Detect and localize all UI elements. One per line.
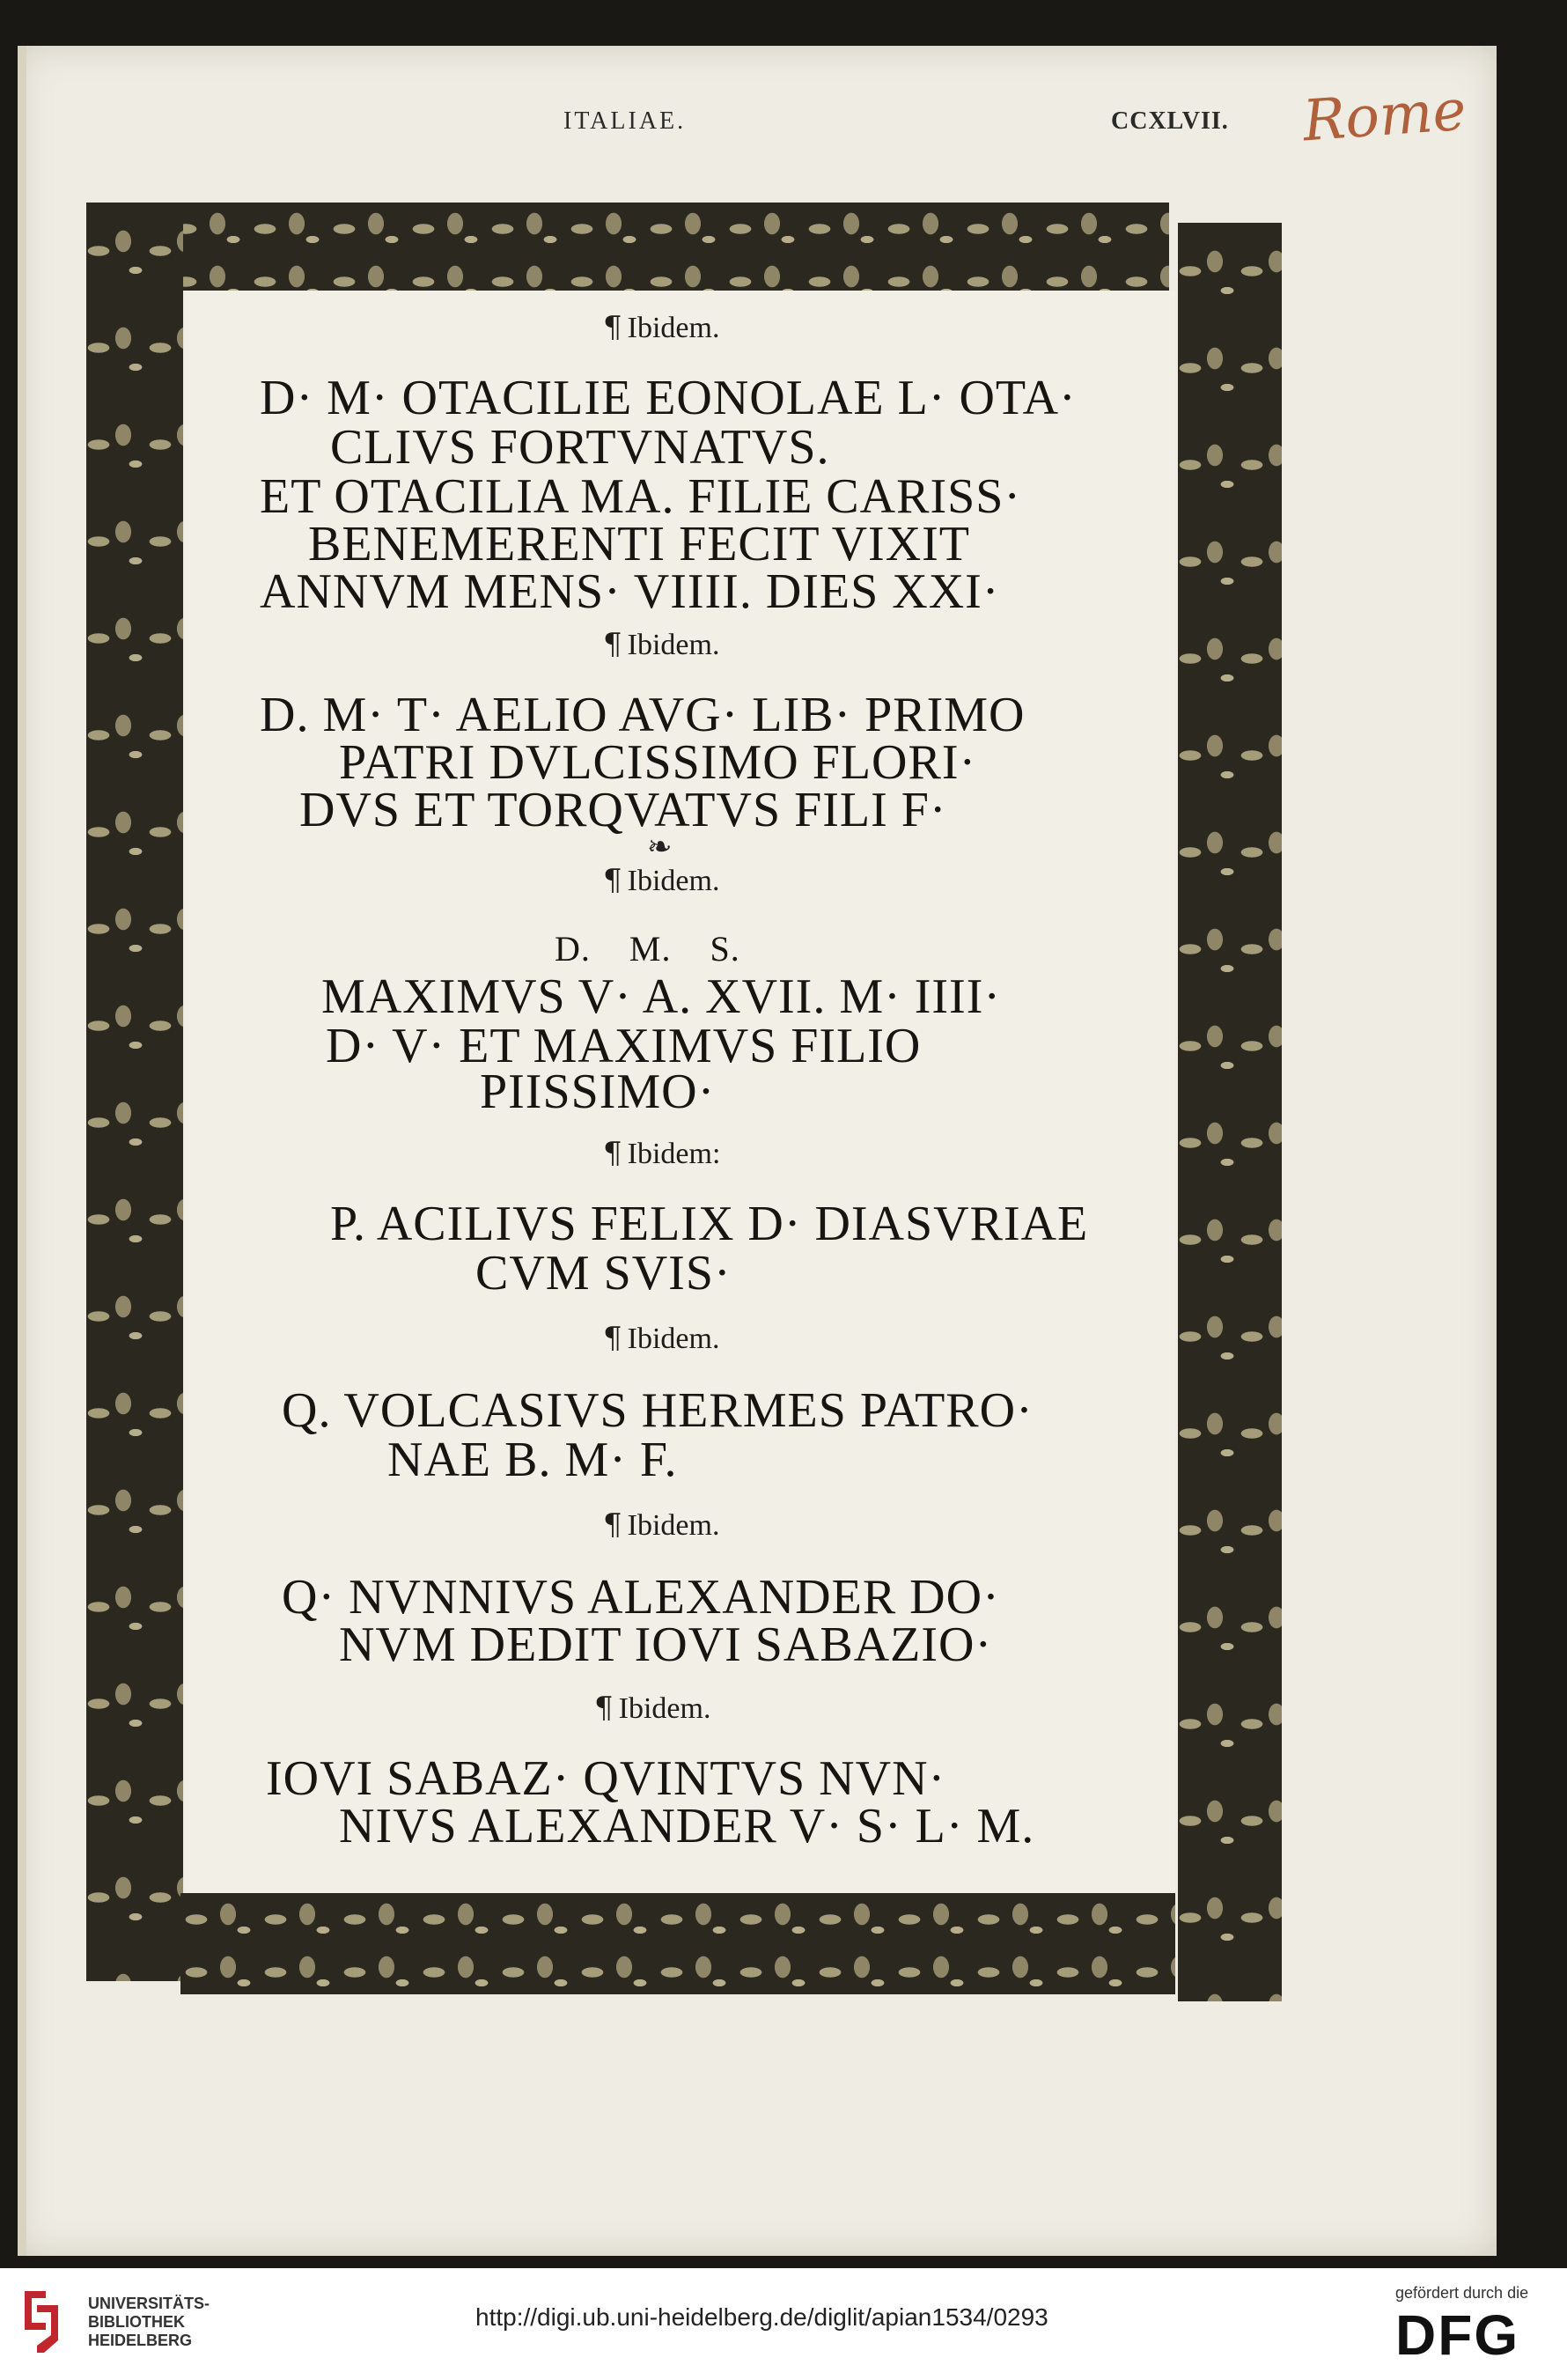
inscription-line: DVS ET TORQVATVS FILI F·: [299, 783, 947, 837]
inscription-line: D. M· T· AELIO AVG· LIB· PRIMO: [260, 688, 1026, 742]
inscription-line: IOVI SABAZ· QVINTVS NVN·: [266, 1751, 946, 1806]
inscription-line: NIVS ALEXANDER V· S· L· M.: [339, 1799, 1035, 1853]
fleuron-icon: ❧: [647, 831, 673, 864]
inscription-line: PATRI DVLCISSIMO FLORI·: [339, 735, 977, 790]
text-block: [185, 291, 1175, 1893]
library-logo-icon: [19, 2288, 70, 2356]
woodcut-border-left: [86, 203, 183, 1981]
page-edge: [18, 46, 26, 2256]
inscription-line: CLIVS FORTVNATVS.: [330, 420, 830, 475]
inscription-line: CVM SVIS·: [475, 1246, 732, 1301]
inscription-header: ¶ Ibidem.: [603, 310, 720, 345]
inscription-line: D. M. S.: [555, 929, 740, 969]
pilcrow-icon: ¶: [603, 310, 622, 345]
woodcut-border-top: [91, 203, 1169, 291]
pilcrow-icon: ¶: [603, 627, 622, 662]
inscription-line: MAXIMVS V· A. XVII. M· IIII·: [321, 969, 1001, 1024]
inscription-header: ¶ Ibidem.: [603, 1507, 720, 1543]
woodcut-border-right: [1178, 223, 1282, 2001]
running-head-left: ITALIAE.: [563, 107, 687, 135]
funding-note: gefördert durch die: [1395, 2284, 1529, 2302]
viewer-footer: [0, 2268, 1567, 2380]
inscription-header: ¶ Ibidem.: [603, 1321, 720, 1356]
pilcrow-icon: ¶: [594, 1691, 614, 1726]
pilcrow-icon: ¶: [603, 863, 622, 898]
inscription-line: ANNVM MENS· VIIII. DIES XXI·: [260, 564, 1000, 619]
inscription-line: D· M· OTACILIE EONOLAE L· OTA·: [260, 371, 1077, 425]
library-name: UNIVERSITÄTS- BIBLIOTHEK HEIDELBERG: [88, 2295, 210, 2349]
margin-note: Rome: [1300, 77, 1468, 155]
document-url[interactable]: http://digi.ub.uni-heidelberg.de/diglit/apian1534/0293: [475, 2303, 1048, 2331]
inscription-line: BENEMERENTI FECIT VIXIT: [308, 517, 970, 571]
folio-number: CCXLVII.: [1111, 107, 1229, 135]
inscription-line: PIISSIMO·: [480, 1065, 716, 1119]
inscription-line: ET OTACILIA MA. FILIE CARISS·: [260, 469, 1022, 524]
inscription-line: NVM DEDIT IOVI SABAZIO·: [339, 1617, 993, 1672]
inscription-line: NAE B. M· F.: [387, 1433, 678, 1487]
woodcut-border-bottom: [180, 1893, 1175, 1994]
inscription-line: Q. VOLCASIVS HERMES PATRO·: [282, 1383, 1034, 1438]
pilcrow-icon: ¶: [603, 1321, 622, 1356]
dfg-logo: DFG: [1395, 2303, 1520, 2367]
inscription-line: P. ACILIVS FELIX D· DIASVRIAE: [330, 1197, 1089, 1251]
inscription-header: ¶ Ibidem.: [603, 863, 720, 898]
pilcrow-icon: ¶: [603, 1507, 622, 1543]
inscription-header: ¶ Ibidem.: [603, 627, 720, 662]
pilcrow-icon: ¶: [603, 1136, 622, 1171]
inscription-header: ¶ Ibidem:: [603, 1136, 721, 1171]
inscription-line: Q· NVNNIVS ALEXANDER DO·: [282, 1570, 1000, 1625]
inscription-header: ¶ Ibidem.: [594, 1691, 711, 1726]
inscription-line: D· V· ET MAXIMVS FILIO: [326, 1019, 922, 1073]
